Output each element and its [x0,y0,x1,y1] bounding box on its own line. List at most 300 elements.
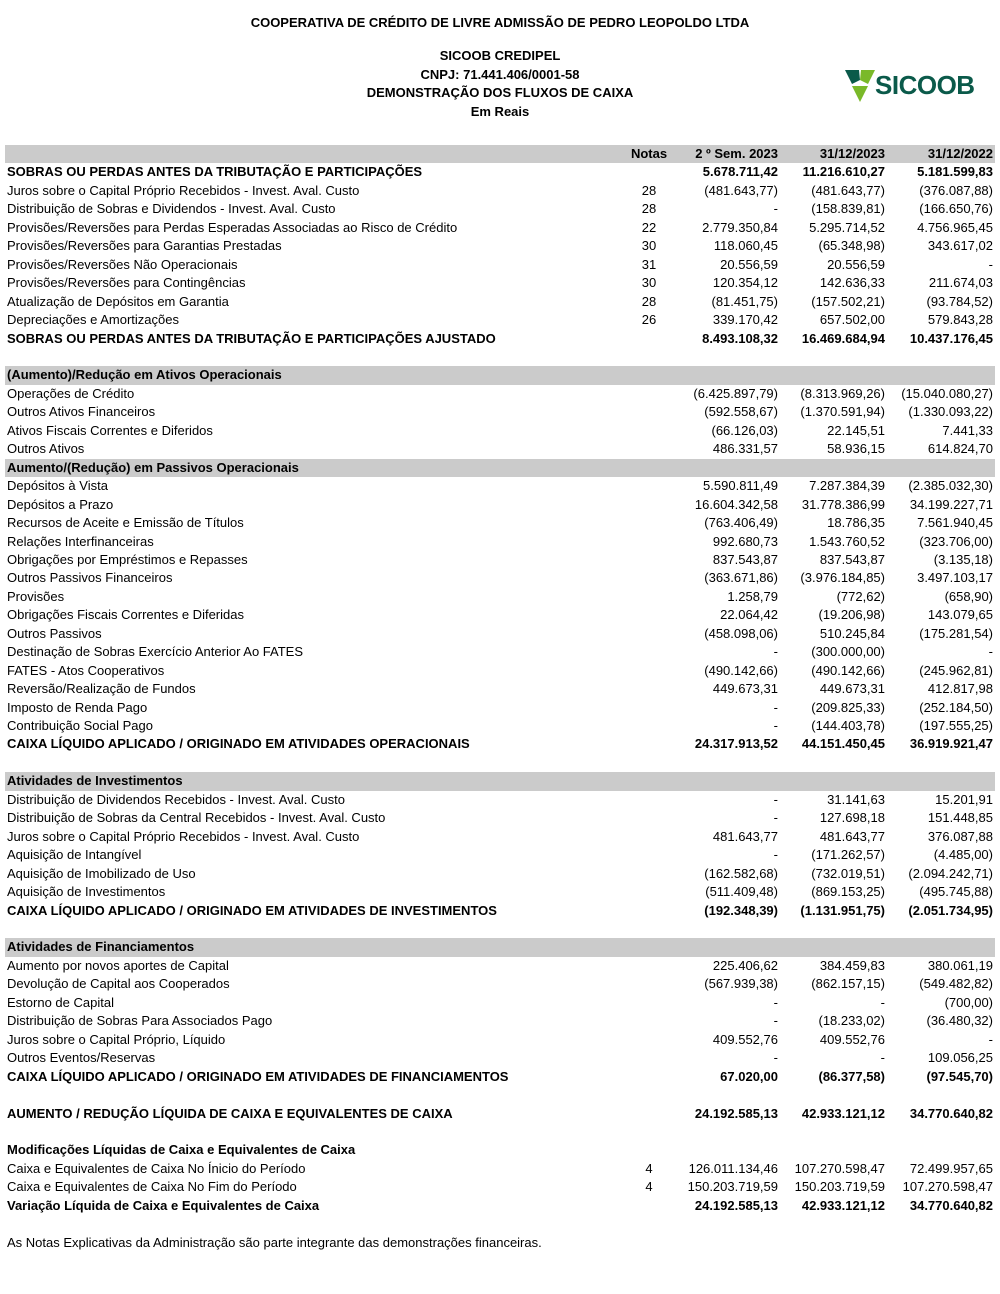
cash-flow-table [5,145,995,1215]
row-note [624,754,674,772]
row-description: Aumento/(Redução) em Passivos Operacionais [5,459,624,477]
row-description: Reversão/Realização de Fundos [7,681,196,697]
row-value-2022: (323.706,00) [919,533,993,549]
row-value-2023: 31.778.386,99 [801,496,885,512]
row-note [624,865,674,883]
row-value-2023: 16.469.684,94 [801,330,885,346]
col-31-12-2022: 31/12/2022 [887,145,995,163]
row-description: Devolução de Capital aos Cooperados [7,976,230,992]
table-row [5,514,995,532]
row-note [624,1031,674,1049]
row-note [624,938,674,956]
row-value-2022 [887,754,995,772]
table-row [5,1178,995,1196]
row-value-2022: (376.087,88) [919,182,993,198]
row-value-2nd-sem-2023: (6.425.897,79) [693,385,778,401]
row-description: Aquisição de Investimentos [7,884,166,900]
row-description: Aumento por novos aportes de Capital [7,957,229,973]
row-value-2nd-sem-2023: 22.064,42 [720,607,778,623]
row-value-2nd-sem-2023 [674,920,780,938]
row-description: Juros sobre o Capital Próprio, Líquido [7,1031,226,1047]
row-description: Variação Líquida de Caixa e Equivalentes de Caixa [7,1197,320,1213]
row-note [624,551,674,569]
row-note [624,422,674,440]
row-value-2023: 657.502,00 [819,312,885,328]
row-value-2023: 142.636,33 [819,275,885,291]
row-value-2023: 22.145,51 [827,422,885,438]
row-description: Distribuição de Sobras Para Associados Pago [7,1013,273,1029]
row-value-2nd-sem-2023: 8.493.108,32 [702,330,778,346]
row-description: Atividades de Financiamentos [5,938,624,956]
row-value-2nd-sem-2023: - [773,699,778,715]
row-value-2022: (495.745,88) [919,884,993,900]
row-value-2nd-sem-2023: (567.939,38) [704,976,778,992]
spacer-row [5,920,995,938]
row-description: Aquisição de Imobilizado de Uso [7,865,196,881]
row-note [624,883,674,901]
row-value-2nd-sem-2023: 1.258,79 [727,588,778,604]
row-description: Outros Passivos Financeiros [7,570,173,586]
row-description: Relações Interfinanceiras [7,533,154,549]
row-note [624,772,674,790]
row-value-2023: 449.673,31 [819,681,885,697]
row-value-2023: 384.459,83 [819,957,885,973]
row-value-2nd-sem-2023: - [773,1013,778,1029]
row-description: (Aumento)/Redução em Ativos Operacionais [5,366,624,384]
table-row [5,551,995,569]
row-description: Provisões/Reversões para Contingências [7,275,246,291]
row-value-2nd-sem-2023: - [773,201,778,217]
row-value-2nd-sem-2023: 409.552,76 [712,1031,778,1047]
row-value-2023: 44.151.450,45 [801,736,885,752]
row-value-2023: 510.245,84 [819,625,885,641]
row-note [624,735,674,753]
row-note [624,385,674,403]
row-note: 26 [641,312,657,328]
row-note [624,459,674,477]
row-description: Outros Passivos [7,625,102,641]
row-note [624,440,674,458]
row-value-2nd-sem-2023: 992.680,73 [712,533,778,549]
row-value-2023 [780,348,887,366]
row-note [624,1049,674,1067]
row-value-2023: 20.556,59 [827,256,885,272]
row-description: SOBRAS OU PERDAS ANTES DA TRIBUTAÇÃO E PARTICIPAÇÕES [7,164,423,180]
table-row [5,975,995,993]
row-note [624,514,674,532]
row-description [5,1086,624,1104]
company-name: COOPERATIVA DE CRÉDITO DE LIVRE ADMISSÃO DE PEDRO LEOPOLDO LTDA [250,15,750,30]
row-value-2023: (144.403,78) [811,718,885,734]
row-value-2022: (3.135,18) [933,551,993,567]
row-description: Outros Eventos/Reservas [7,1050,156,1066]
table-row [5,957,995,975]
row-value-2023 [780,459,887,477]
row-value-2023: 150.203.719,59 [794,1179,885,1195]
row-note [624,828,674,846]
row-note [624,1197,674,1215]
table-row [5,1031,995,1049]
row-value-2022: (252.184,50) [919,699,993,715]
row-value-2022: (1.330.093,22) [908,404,993,420]
row-value-2nd-sem-2023: - [773,810,778,826]
row-description: Caixa e Equivalentes de Caixa No Fim do Período [7,1179,297,1195]
row-value-2022: - [988,644,993,660]
row-note [624,975,674,993]
section-header-row [5,938,995,956]
table-row [5,865,995,883]
row-description: Depósitos à Vista [7,478,108,494]
row-value-2022 [887,938,995,956]
table-row [5,1197,995,1215]
row-note [624,643,674,661]
row-value-2023: 127.698,18 [819,810,885,826]
row-value-2022: 15.201,91 [935,791,993,807]
row-note [624,533,674,551]
row-value-2022: 614.824,70 [927,441,993,457]
row-value-2nd-sem-2023: (763.406,49) [704,515,778,531]
row-note [624,1141,674,1159]
row-description: Obrigações por Empréstimos e Repasses [7,551,248,567]
row-value-2023: 31.141,63 [827,791,885,807]
row-value-2023: (869.153,25) [811,884,885,900]
table-row [5,200,995,218]
row-value-2022: (15.040.080,27) [901,385,993,401]
row-value-2023: (19.206,98) [818,607,885,623]
row-note [624,403,674,421]
row-value-2nd-sem-2023 [674,754,780,772]
row-description: Depreciações e Amortizações [7,312,179,328]
row-value-2022: 34.770.640,82 [909,1197,993,1213]
row-value-2022: 343.617,02 [927,238,993,254]
row-value-2023: (1.370.591,94) [800,404,885,420]
row-value-2022 [887,459,995,477]
row-value-2023: 5.295.714,52 [809,219,885,235]
row-description: Provisões/Reversões para Perdas Esperadas Associadas ao Risco de Crédito [7,219,458,235]
row-value-2nd-sem-2023 [674,938,780,956]
section-header-row [5,459,995,477]
row-note [624,348,674,366]
row-value-2022 [887,920,995,938]
row-note: 22 [641,219,657,235]
row-value-2022: 72.499.957,65 [909,1160,993,1176]
row-description [5,1123,624,1141]
table-row [5,403,995,421]
row-value-2023 [780,1141,887,1159]
row-value-2022: (658,90) [944,588,993,604]
spacer-row [5,1086,995,1104]
row-value-2022: (549.482,82) [919,976,993,992]
row-value-2022: - [988,256,993,272]
row-value-2022: (4.485,00) [933,847,993,863]
table-row [5,680,995,698]
row-value-2022 [887,1123,995,1141]
row-note: 30 [641,275,657,291]
row-value-2023 [780,754,887,772]
row-value-2023: (490.142,66) [811,662,885,678]
row-value-2022: 7.441,33 [942,422,993,438]
row-description: Provisões/Reversões Não Operacionais [7,256,238,272]
row-value-2022: (197.555,25) [919,718,993,734]
row-value-2022: (2.385.032,30) [908,478,993,494]
row-value-2023 [780,1123,887,1141]
row-note [624,163,674,181]
table-row [5,994,995,1012]
row-value-2023: (86.377,58) [818,1068,885,1084]
row-value-2nd-sem-2023 [674,1123,780,1141]
row-value-2nd-sem-2023: - [773,1050,778,1066]
row-note [624,606,674,624]
row-value-2023: (157.502,21) [811,293,885,309]
row-description: Distribuição de Dividendos Recebidos - Invest. Aval. Custo [7,791,345,807]
table-row [5,1105,995,1123]
row-value-2nd-sem-2023: 5.678.711,42 [702,164,778,180]
table-row [5,182,995,200]
table-row [5,846,995,864]
row-description [5,348,624,366]
row-value-2nd-sem-2023: (192.348,39) [704,902,778,918]
currency-label: Em Reais [470,104,530,119]
row-note [624,791,674,809]
row-value-2nd-sem-2023: 481.643,77 [712,828,778,844]
row-value-2023 [780,772,887,790]
row-value-2023: (171.262,57) [811,847,885,863]
row-description: CAIXA LÍQUIDO APLICADO / ORIGINADO EM ATIVIDADES DE INVESTIMENTOS [7,902,497,918]
row-value-2023: - [880,994,885,1010]
table-row [5,828,995,846]
row-value-2023: 42.933.121,12 [801,1197,885,1213]
row-value-2022: 3.497.103,17 [917,570,993,586]
row-note: 28 [641,201,657,217]
row-value-2022: 412.817,98 [927,681,993,697]
section-header-row [5,772,995,790]
spacer-row [5,754,995,772]
table-row [5,1012,995,1030]
col-description [5,145,624,163]
row-note [624,477,674,495]
table-row [5,717,995,735]
row-value-2nd-sem-2023: 20.556,59 [720,256,778,272]
row-note [624,846,674,864]
row-value-2022: 376.087,88 [927,828,993,844]
table-row [5,274,995,292]
row-note [624,366,674,384]
row-value-2nd-sem-2023: 150.203.719,59 [687,1179,778,1195]
row-value-2nd-sem-2023: (481.643,77) [704,182,778,198]
row-note [624,809,674,827]
row-note [624,662,674,680]
row-value-2nd-sem-2023 [674,1141,780,1159]
row-description: Distribuição de Sobras da Central Recebidos - Invest. Aval. Custo [7,810,386,826]
row-description: Caixa e Equivalentes de Caixa No Ínicio do Período [7,1160,306,1176]
table-row [5,1049,995,1067]
row-note [624,588,674,606]
row-description: Atividades de Investimentos [5,772,624,790]
cnpj: CNPJ: 71.441.406/0001-58 [420,67,580,82]
row-note [624,569,674,587]
row-value-2022 [887,366,995,384]
row-value-2nd-sem-2023: 339.170,42 [712,312,778,328]
table-row [5,791,995,809]
row-note: 4 [645,1179,653,1195]
table-row [5,219,995,237]
row-value-2nd-sem-2023: (592.558,67) [704,404,778,420]
row-value-2023 [780,1086,887,1104]
row-note [624,1105,674,1123]
row-value-2nd-sem-2023: 449.673,31 [712,681,778,697]
row-description: Obrigações Fiscais Correntes e Diferidas [7,607,244,623]
row-note: 4 [645,1160,653,1176]
row-value-2023: (209.825,33) [811,699,885,715]
row-description: Estorno de Capital [7,994,114,1010]
row-value-2nd-sem-2023: 5.590.811,49 [703,478,778,494]
row-value-2023: (481.643,77) [811,182,885,198]
row-note [624,330,674,348]
row-description [5,920,624,938]
table-row [5,477,995,495]
sicoob-logo [845,66,975,104]
row-description: Recursos de Aceite e Emissão de Títulos [7,515,244,531]
row-value-2022: (700,00) [944,994,993,1010]
row-description: Provisões/Reversões para Garantias Prestadas [7,238,282,254]
row-value-2023: 409.552,76 [819,1031,885,1047]
row-value-2nd-sem-2023: 120.354,12 [712,275,778,291]
row-value-2022: (93.784,52) [926,293,993,309]
row-description: Outros Ativos [7,441,85,457]
row-note: 31 [641,256,657,272]
row-value-2nd-sem-2023: 837.543,87 [712,551,778,567]
table-row [5,330,995,348]
row-description: Operações de Crédito [7,385,135,401]
row-value-2022: 211.674,03 [928,275,993,291]
row-value-2022: 151.448,85 [927,810,993,826]
row-description: Distribuição de Sobras e Dividendos - Invest. Aval. Custo [7,201,336,217]
row-value-2nd-sem-2023: - [773,791,778,807]
row-note: 28 [641,293,657,309]
row-value-2022: (97.545,70) [926,1068,993,1084]
spacer-row [5,1123,995,1141]
row-value-2023: - [880,1050,885,1066]
row-value-2023: (1.131.951,75) [800,902,885,918]
section-header-row [5,366,995,384]
row-value-2nd-sem-2023: 24.317.913,52 [694,736,778,752]
row-value-2023: (65.348,98) [818,238,885,254]
row-note [624,1068,674,1086]
row-value-2nd-sem-2023: 16.604.342,58 [694,496,778,512]
row-value-2nd-sem-2023: (162.582,68) [704,865,778,881]
row-description: Destinação de Sobras Exercício Anterior Ao FATES [7,644,304,660]
row-value-2nd-sem-2023 [674,366,780,384]
row-value-2023 [780,920,887,938]
table-row [5,699,995,717]
row-note [624,496,674,514]
table-row [5,569,995,587]
row-value-2nd-sem-2023 [674,348,780,366]
row-value-2nd-sem-2023: (81.451,75) [711,293,778,309]
row-value-2nd-sem-2023: (363.671,86) [704,570,778,586]
row-description: SOBRAS OU PERDAS ANTES DA TRIBUTAÇÃO E PARTICIPAÇÕES AJUSTADO [7,330,496,346]
row-note [624,680,674,698]
table-row [5,440,995,458]
table-row [5,606,995,624]
row-value-2022 [887,772,995,790]
row-value-2nd-sem-2023: (458.098,06) [704,625,778,641]
row-value-2nd-sem-2023: 126.011.134,46 [688,1160,778,1176]
table-row [5,311,995,329]
row-value-2022: 5.181.599,83 [917,164,993,180]
row-description: Modificações Líquidas de Caixa e Equivalentes de Caixa [7,1142,356,1158]
row-value-2023: (300.000,00) [811,644,885,660]
table-row [5,1160,995,1178]
row-description: CAIXA LÍQUIDO APLICADO / ORIGINADO EM ATIVIDADES OPERACIONAIS [7,736,470,752]
row-description [5,754,624,772]
table-row [5,1141,995,1159]
row-value-2nd-sem-2023: 486.331,57 [712,441,778,457]
row-value-2022: 143.079,65 [927,607,993,623]
row-value-2023: 481.643,77 [819,828,885,844]
row-value-2022: (166.650,76) [919,201,993,217]
row-description: Provisões [7,588,65,604]
row-note [624,957,674,975]
table-row [5,662,995,680]
row-value-2022: (2.094.242,71) [908,865,993,881]
col-notes: Notas [624,145,674,163]
row-value-2022: (2.051.734,95) [908,902,993,918]
row-value-2nd-sem-2023: 67.020,00 [720,1068,778,1084]
row-value-2022 [887,1086,995,1104]
row-value-2023: 18.786,35 [827,515,885,531]
row-value-2022: 579.843,28 [927,312,993,328]
row-value-2nd-sem-2023: 225.406,62 [712,957,778,973]
footer-note: As Notas Explicativas da Administração são parte integrante das demonstrações financeiras. [7,1235,542,1250]
table-row [5,809,995,827]
cooperative-name: SICOOB CREDIPEL [439,48,561,63]
row-note [624,699,674,717]
row-description: Imposto de Renda Pago [7,699,148,715]
table-row [5,293,995,311]
row-value-2023: (18.233,02) [818,1013,885,1029]
row-value-2023: 11.216.610,27 [802,164,885,180]
row-value-2023: 1.543.760,52 [809,533,885,549]
table-row [5,883,995,901]
row-value-2nd-sem-2023: - [773,847,778,863]
row-value-2nd-sem-2023: 2.779.350,84 [702,219,778,235]
row-value-2023: (8.313.969,26) [800,385,885,401]
row-value-2nd-sem-2023: 24.192.585,13 [694,1105,778,1121]
table-row [5,256,995,274]
table-row [5,625,995,643]
row-value-2023 [780,366,887,384]
row-value-2022: 34.770.640,82 [909,1105,993,1121]
sicoob-logo-text: SICOOB [875,70,975,100]
table-row [5,643,995,661]
row-value-2023: (3.976.184,85) [800,570,885,586]
row-value-2023: 7.287.384,39 [809,478,885,494]
row-value-2022: (175.281,54) [919,625,993,641]
table-row [5,385,995,403]
row-value-2022: 10.437.176,45 [909,330,993,346]
row-description: Contribuição Social Pago [7,718,153,734]
row-value-2nd-sem-2023: - [773,994,778,1010]
statement-title: DEMONSTRAÇÃO DOS FLUXOS DE CAIXA [366,85,634,100]
table-row [5,163,995,181]
row-value-2nd-sem-2023: 118.060,45 [713,238,778,254]
table-row [5,237,995,255]
row-value-2nd-sem-2023: - [773,718,778,734]
table-row [5,902,995,920]
row-value-2nd-sem-2023 [674,459,780,477]
row-description: Juros sobre o Capital Próprio Recebidos - Invest. Aval. Custo [7,182,360,198]
